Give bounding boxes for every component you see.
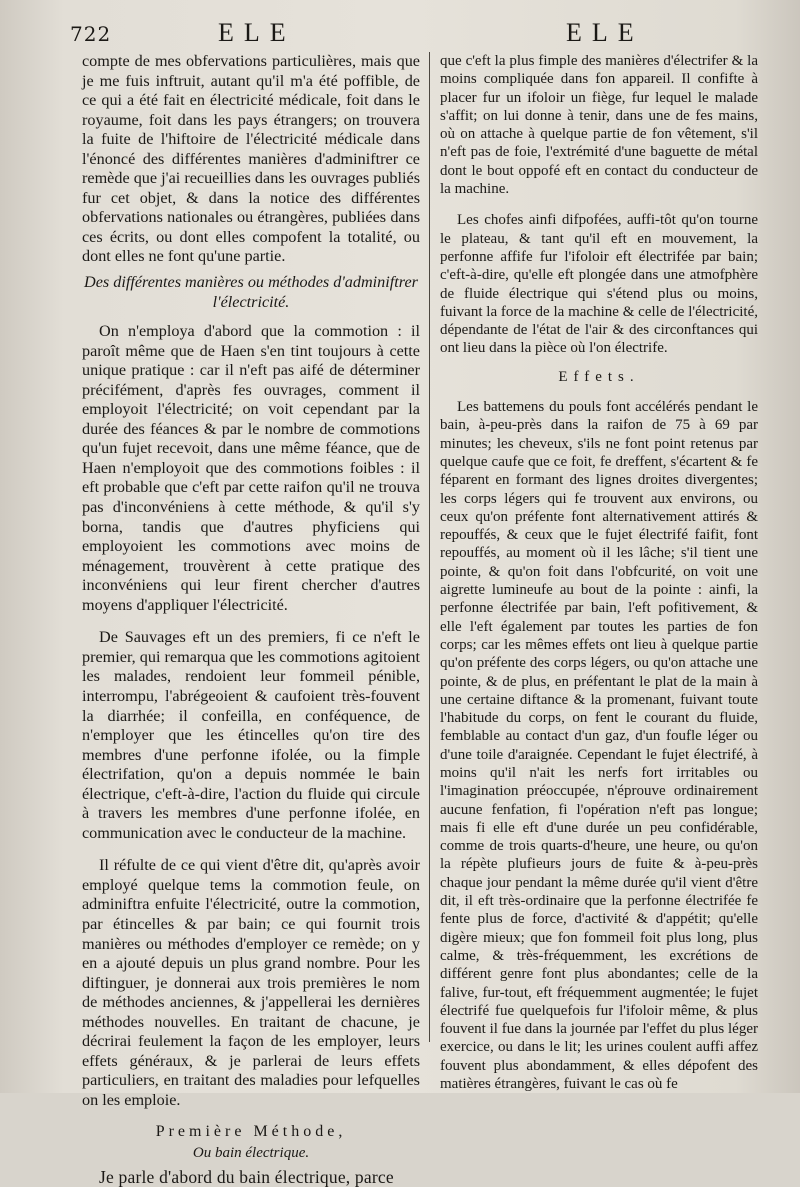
section-heading: Des différentes manières ou méthodes d'adminiftrer — [84, 273, 418, 292]
paragraph: compte de mes obfervations particulières, mais que je me fuis inftruit, autant qu'il m'a été poffible, de ce qui a été fait en électricité médicale, foit dans le royaume, foit dans les pays étrangers; on trouvera la fuite de l'hiftoire de l'électricité médicale dans l'énoncé des différentes manières d'adminiftrer ce remède que j'ai recueillies dans les ouvrages publiés fur cet objet, & dans la notice des différentes obfervations nationales ou étrangères, publiées dans ces écrits, ou dont elles compofent la totalité, ou dont elles ne font qu'une partie. — [82, 52, 420, 266]
paragraph: De Sauvages eft un des premiers, fi ce n'eft le premier, qui remarqua que les commotions agitoient les malades, rendoient leur fommeil pénible, interrompu, l'abrégeoient & caufoient très-fouvent la diarrhée; il confeilla, en conféquence, de n'employer que les étincelles qu'on tire des membres d'une perfonne ifolée, ou la fimple électrifation, qu'on a depuis nommée le bain électrique, c'eft-à-dire, l'action du fluide qui circule à travers les membres d'une perfonne ifolée, en communication avec le conducteur de la machine. — [82, 628, 420, 842]
paragraph: Les battemens du pouls font accélérés pendant le bain, à-peu-près dans la raifon de 75 à 69 par minutes; les cheveux, s'ils ne font point retenus par quelque caufe que ce foit, fe dreffent, s'écartent & fe féparent en formant des lignes droites divergentes; les corps légers qui fe trouvent aux environs, ou ceux qu'on préfente font alternativement attirés & repouffés, & ceux que le fujet électrifé faifit, font repouffés, au moment où il les lâche; s'il tient une pointe, & qu'on foit dans l'obfcurité, on voit une aigrette lumineufe au bout de la pointe : ainfi, la perfonne électrifée par bain, l'eft pofitivement, & elle l'eft également par toutes les parties de fon corps; car les mêmes effets ont lieu à quelque partie qu'on préfente des corps légers, ou qu'on attache une pointe, & de plus, en préfentant le plat de la main à une certaine diftance & la promenant, fuivant toute l'habitude du corps, on fent le courant du fluide, femblable au contact d'un gaz, d'un foufle léger ou d'une toile d'araignée. Cependant le fujet électrifé, à moins qu'il n'ait les nerfs fort irritables ou l'imagination préoccupée, n'éprouve ordinairement aucune fenfation, fi l'opération n'eft pas longue; mais fi elle eft d'une durée un peu confidérable, comme de trois quarts-d'heure, une heure, ou qu'on la répète plufieurs jours de fuite & à-peu-près chaque jour pendant la même durée qu'il vient d'être dit, il eft très-ordinaire que la perfonne électrifée fe fente plus de force, d'activité & d'appétit; qu'elle digère mieux; que fon fommeil foit plus long, plus calme, & très-fréquemment, les excrétions de différent genre font plus abondantes; celle de la falive, fur-tout, eft fréquemment augmentée; le fujet électrifé fue quelquefois fur l'ifoloir même, & plus fouvent il fue dans la journée par l'effet du plus léger exercice, ou dans le lit; les urines coulent auffi affez fouvent plus abondamment, & elles dépofent des matières étrangères, fuivant le cas où fe — [440, 399, 758, 1093]
paragraph: On n'employa d'abord que la commotion : il paroît même que de Haen s'en tint toujours à cette unique pratique : car il n'eft pas aifé de déterminer précifément, d'après fes ouvrages, comment il employoit l'électricité; on voit cependant par la durée des féances & par le nombre de commotions qu'un fujet recevoit, dans une même féance, que de Haen n'employoit que des commotions foibles : il eft probable que c'eft par cette raifon qu'il ne trouva pas d'inconvéniens à cette méthode, & qu'il s'y borna, tandis que d'autres phyficiens qui employoient les commotions avec moins de ménagement, trouvèrent à cette pratique des inconvéniens qui leur firent chercher d'autres moyens d'appliquer l'électricité. — [82, 322, 420, 614]
method-heading: Première Méthode, — [155, 1123, 347, 1141]
paragraph: Il réfulte de ce qui vient d'être dit, qu'après avoir employé quelque tems la commotion feule, on adminiftra enfuite l'électricité, outre la commotion, par étincelles & par bain; ce qui fournit trois manières ou méthodes d'employer ce remède; on y en a ajouté depuis un plus grand nombre. Pour les diftinguer, je donnerai aux trois premières le nom de méthodes anciennes, & j'appellerai les dernières méthodes nouvelles. En traitant de chacune, je décrirai feulement la façon de les employer, leurs effets généraux, & je parlerai de leurs effets particuliers, en traitant des maladies pour lefquelles on les emploie. — [82, 856, 420, 1109]
left-column — [82, 52, 420, 1187]
method-subheading: Ou bain électrique. — [192, 1144, 310, 1161]
paragraph: Les chofes ainfi difpofées, auffi-tôt qu'on tourne le plateau, & tant qu'il eft en mouvement, la perfonne affife fur l'ifoloir eft électrifée par bain; c'eft-à-dire, qu'elle eft plongée dans une atmofphère de fluide électrique qui s'étend plus ou moins, fuivant la force de la machine & celle de l'électricité, dépendante de l'état de l'air & des circonftances qui ont lieu dans la pièce où l'on électrife. — [440, 212, 758, 357]
column-divider — [429, 52, 430, 1042]
effects-heading: Effets. — [558, 368, 640, 385]
paragraph: que c'eft la plus fimple des manières d'électrifer & la moins compliquée dans fon appareil. Il confifte à placer fur un ifoloir un fiège, fur lequel le malade s'affit; on lui donne à tenir, dans une de fes mains, où on attache à quelque partie de fon vêtement, s'il n'eft pas de foie, l'extrémité d'une baguette de métal dont le bout oppofé eft en contact du conducteur de la machine. — [440, 53, 758, 198]
page-header — [0, 14, 800, 54]
section-heading-continued: l'électricité. — [212, 292, 290, 311]
page-number: 722 — [70, 22, 112, 46]
running-head-left: ELE — [218, 18, 296, 47]
right-column — [440, 52, 758, 1093]
running-head-right: ELE — [566, 18, 644, 47]
paragraph-start: Je parle d'abord du bain électrique, parce — [99, 1166, 394, 1187]
